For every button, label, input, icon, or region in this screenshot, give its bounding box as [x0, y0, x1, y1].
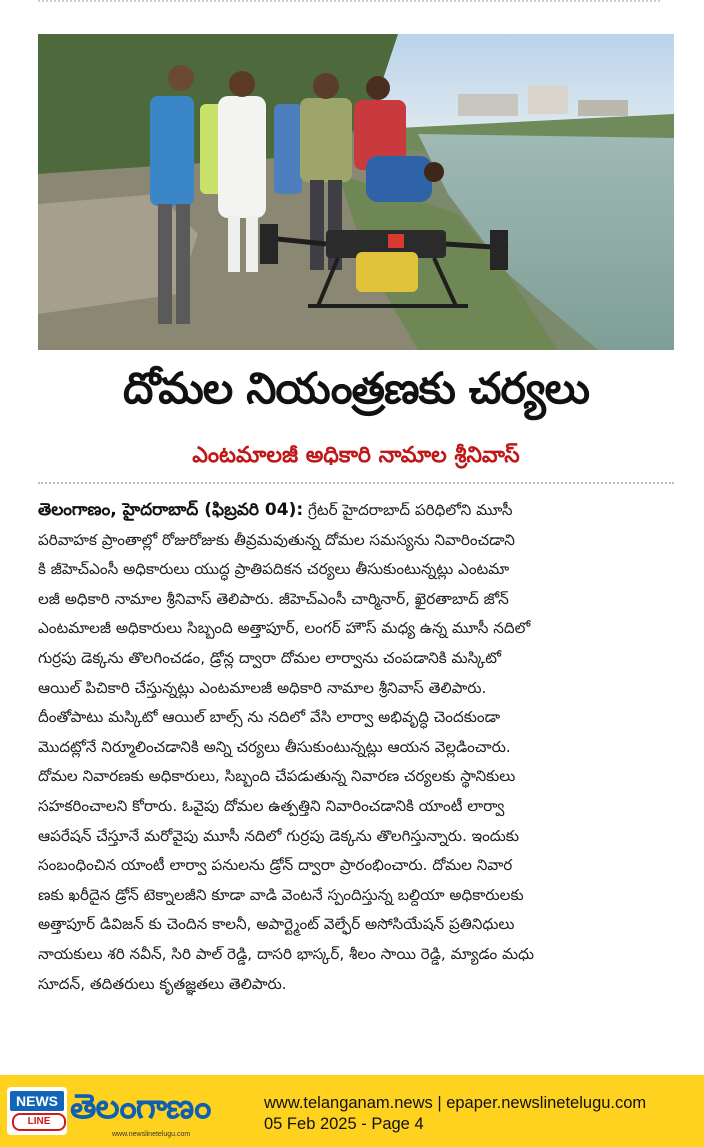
- article-line: ణకు ఖరీదైన డ్రోన్ టెక్నాలజీని కూడా వాడి వెంటనే స్పందిస్తున్న బల్దియా అధికారులకు: [38, 885, 524, 904]
- article-line: పరివాహక ప్రాంతాల్లో రోజురోజుకు తీవ్రమవుతున్న దోమల సమస్యను నివారించడాని: [38, 530, 515, 549]
- article-line: కి జీహెచ్ఎంసీ అధికారులు యుద్ధ ప్రాతిపదికన చర్యలు తీసుకుంటున్నట్లు ఎంటమా: [38, 560, 510, 579]
- article-line: సహకరించాలని కోరారు. ఓవైపు దోమల ఉత్పత్తిని నివారించడానికి యాంటీ లార్వా: [38, 796, 505, 815]
- article-line: నాయకులు శరి నవీన్, సిరి పాల్ రెడ్డి, దాసరి భాస్కర్, శీలం సాయి రెడ్డి, మ్యాడం మధు: [38, 944, 535, 963]
- article-line: ఆపరేషన్ చేస్తూనే మరోవైపు మూసీ నదిలో గుర్రపు డెక్కను తొలగిస్తున్నారు. ఇందుకు: [38, 826, 519, 845]
- article-headline: దోమల నియంత్రణకు చర్యలు: [122, 364, 590, 414]
- logo-news-text: NEWS: [10, 1091, 64, 1111]
- article-line: సూదన్, తదితరులు కృతజ్ఞతలు తెలిపారు.: [38, 974, 287, 993]
- article-line: [38, 496, 674, 526]
- top-divider: [38, 0, 660, 2]
- article-photo: [38, 34, 674, 350]
- article-dateline: తెలంగాణం, హైదరాబాద్ (ఫిబ్రవరి 04):: [38, 500, 304, 520]
- footer-bar: [0, 1075, 704, 1147]
- subheadline-divider: [38, 482, 674, 484]
- telanganam-logo[interactable]: తెలంగాణం: [70, 1087, 211, 1127]
- article-line: అత్తాపూర్ డివిజన్ కు చెందిన కాలనీ, అపార్ట్మెంట్ వెల్ఫేర్ అసోసియేషన్ ప్రతినిధులు: [38, 915, 515, 934]
- logo-line-text: LINE: [12, 1113, 66, 1131]
- article-line: దీంతోపాటు మస్కిటో ఆయిల్ బాల్స్ ను నదిలో వేసి లార్వా అభివృద్ధి చెందకుండా: [38, 708, 501, 727]
- article-line: మొదట్లోనే నిర్మూలించడానికి అన్ని చర్యలు తీసుకుంటున్నట్లు ఆయన వెల్లడించారు.: [38, 737, 511, 756]
- logo-url: www.newslinetelugu.com: [112, 1131, 191, 1138]
- article-line: దోమల నివారణకు అధికారులు, సిబ్బంది చేపడుతున్న నివారణ చర్యలకు స్థానికులు: [38, 767, 516, 786]
- article-line: సంబంధించిన యాంటీ లార్వా పనులను డ్రోన్ ద్వారా ప్రారంభించారు. దోమల నివార: [38, 856, 513, 875]
- article-line: లజీ అధికారి నామాల శ్రీనివాస్ తెలిపారు. జీహెచ్ఎంసీ చార్మినార్, ఖైరతాబాద్ జోన్: [38, 589, 509, 608]
- article-line: ఎంటమాలజీ అధికారులు సిబ్బంది అత్తాపూర్, లంగర్ హౌస్ మధ్య ఉన్న మూసీ నదిలో: [38, 619, 531, 638]
- article-body: [38, 496, 674, 999]
- footer-sites-link[interactable]: www.telanganam.news | epaper.newslinetelugu.com: [264, 1094, 647, 1112]
- footer-date-page: 05 Feb 2025 - Page 4: [264, 1115, 424, 1133]
- article-line-text: గ్రేటర్ హైదరాబాద్ పరిధిలోని మూసీ: [303, 501, 513, 519]
- footer-info: [264, 1093, 700, 1135]
- article-line: గుర్రపు డెక్కను తొలగించడం, డ్రోన్ల ద్వారా దోమల లార్వాను చంపడానికి మస్కిటో: [38, 648, 501, 667]
- newsline-logo[interactable]: [7, 1087, 67, 1135]
- article-subheadline: ఎంటమాలజీ అధికారి నామాల శ్రీనివాస్: [192, 443, 520, 468]
- article-line: ఆయిల్ పిచికారి చేస్తున్నట్లు ఎంటమాలజీ అధికారి నామాల శ్రీనివాస్ తెలిపారు.: [38, 678, 487, 697]
